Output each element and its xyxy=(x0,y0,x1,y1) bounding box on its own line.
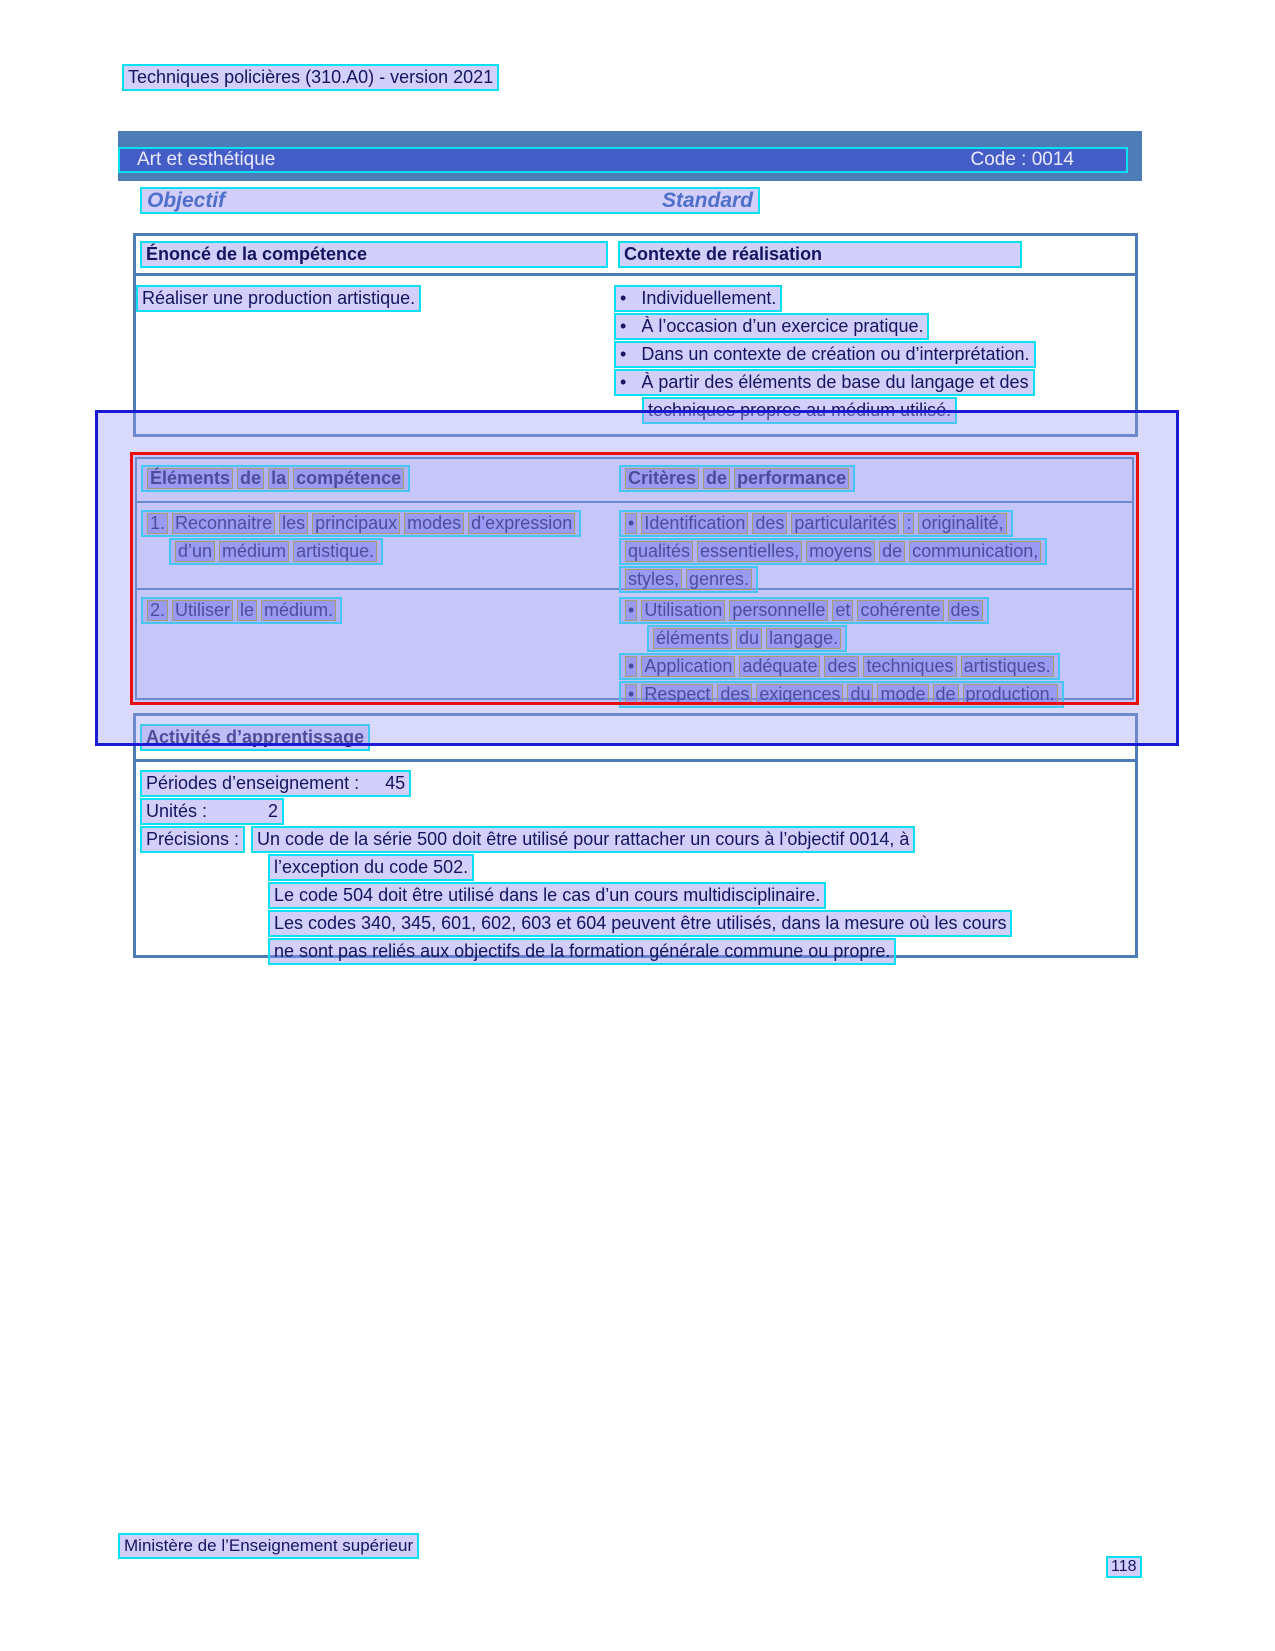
footer-ministry: Ministère de l’Enseignement supérieur xyxy=(118,1533,419,1559)
header-contexte: Contexte de réalisation xyxy=(618,241,1022,268)
competence-table-header xyxy=(136,236,1135,276)
precisions-label: Précisions : xyxy=(140,826,245,853)
context-item-text: Dans un contexte de création ou d’interprétation. xyxy=(641,344,1030,364)
precisions-row xyxy=(140,826,1135,854)
program-title-row xyxy=(122,64,499,91)
element-text: 1. Reconnaitre les principaux modes d’expression xyxy=(141,510,581,537)
criteria-text: • Identification des particularités : originalité, xyxy=(619,510,1013,537)
criteria-text: styles, genres. xyxy=(619,566,758,593)
bullet-icon: • xyxy=(620,372,627,392)
context-item xyxy=(614,341,1135,369)
precisions-text: l’exception du code 502. xyxy=(268,854,474,881)
course-code: Code : 0014 xyxy=(970,149,1074,170)
precisions-text: ne sont pas reliés aux objectifs de la formation générale commune ou propre. xyxy=(268,938,896,965)
context-item xyxy=(614,369,1135,397)
criteria-text: éléments du langage. xyxy=(647,625,847,652)
criteria-text: • Respect des exigences du mode de production. xyxy=(619,681,1064,708)
activities-header: Activités d’apprentissage xyxy=(140,724,370,751)
periods-value: 45 xyxy=(385,773,406,793)
periods-row xyxy=(140,770,1135,798)
bullet-icon: • xyxy=(620,316,627,336)
criteria-text: • Application adéquate des techniques artistiques. xyxy=(619,653,1060,680)
header-criteres: Critères de performance xyxy=(619,465,855,492)
context-item xyxy=(614,313,1135,341)
units-label: Unités : xyxy=(146,801,208,821)
bullet-icon: • xyxy=(620,288,627,308)
footer-ministry-row xyxy=(118,1533,419,1559)
page-number: 118 xyxy=(1106,1556,1142,1578)
context-item xyxy=(614,285,1135,313)
criteria-text: qualités essentielles, moyens de communication, xyxy=(619,538,1047,565)
context-item-text: Individuellement. xyxy=(641,288,777,308)
annotation-selection-box[interactable] xyxy=(130,452,1139,705)
precisions-text: Le code 504 doit être utilisé dans le cas d’un cours multidisciplinaire. xyxy=(268,882,826,909)
heading-standard: Standard xyxy=(661,188,753,212)
precisions-text: Les codes 340, 345, 601, 602, 603 et 604 peuvent être utilisés, dans la mesure où les cours xyxy=(268,910,1012,937)
precisions-row xyxy=(268,910,1135,938)
competence-table xyxy=(133,233,1138,437)
precisions-row xyxy=(268,882,1135,910)
precisions-text: Un code de la série 500 doit être utilisé pour rattacher un cours à l’objectif 0014, à xyxy=(251,826,915,853)
header-elements: Éléments de la compétence xyxy=(141,465,410,492)
enonce-cell xyxy=(136,285,614,425)
precisions-row xyxy=(268,938,1135,966)
footer-page-row xyxy=(1106,1556,1142,1578)
units-value: 2 xyxy=(268,801,279,821)
criteria-text: • Utilisation personnelle et cohérente des xyxy=(619,597,989,624)
competence-statement: Réaliser une production artistique. xyxy=(136,285,421,312)
periods-label: Périodes d’enseignement : xyxy=(146,773,360,793)
section-headings-strip xyxy=(140,187,760,214)
contexte-cell xyxy=(614,285,1135,425)
activities-table xyxy=(133,713,1138,961)
competence-table-body xyxy=(136,276,1135,425)
header-enonce: Énoncé de la compétence xyxy=(140,241,608,268)
context-item-text: techniques propres au médium utilisé. xyxy=(642,397,957,424)
element-text: 2. Utiliser le médium. xyxy=(141,597,342,624)
activities-body xyxy=(136,762,1135,966)
banner-highlight-box xyxy=(118,147,1128,173)
context-item-text: À l’occasion d’un exercice pratique. xyxy=(641,316,924,336)
heading-objectif: Objectif xyxy=(147,188,226,212)
element-text: d’un médium artistique. xyxy=(169,538,383,565)
course-banner xyxy=(118,131,1142,181)
course-title: Art et esthétique xyxy=(137,149,276,170)
bullet-icon: • xyxy=(620,344,627,364)
precisions-row xyxy=(268,854,1135,882)
program-title: Techniques policières (310.A0) - version 2021 xyxy=(122,64,499,91)
context-item-text: À partir des éléments de base du langage et des xyxy=(641,372,1029,392)
units-row xyxy=(140,798,1135,826)
